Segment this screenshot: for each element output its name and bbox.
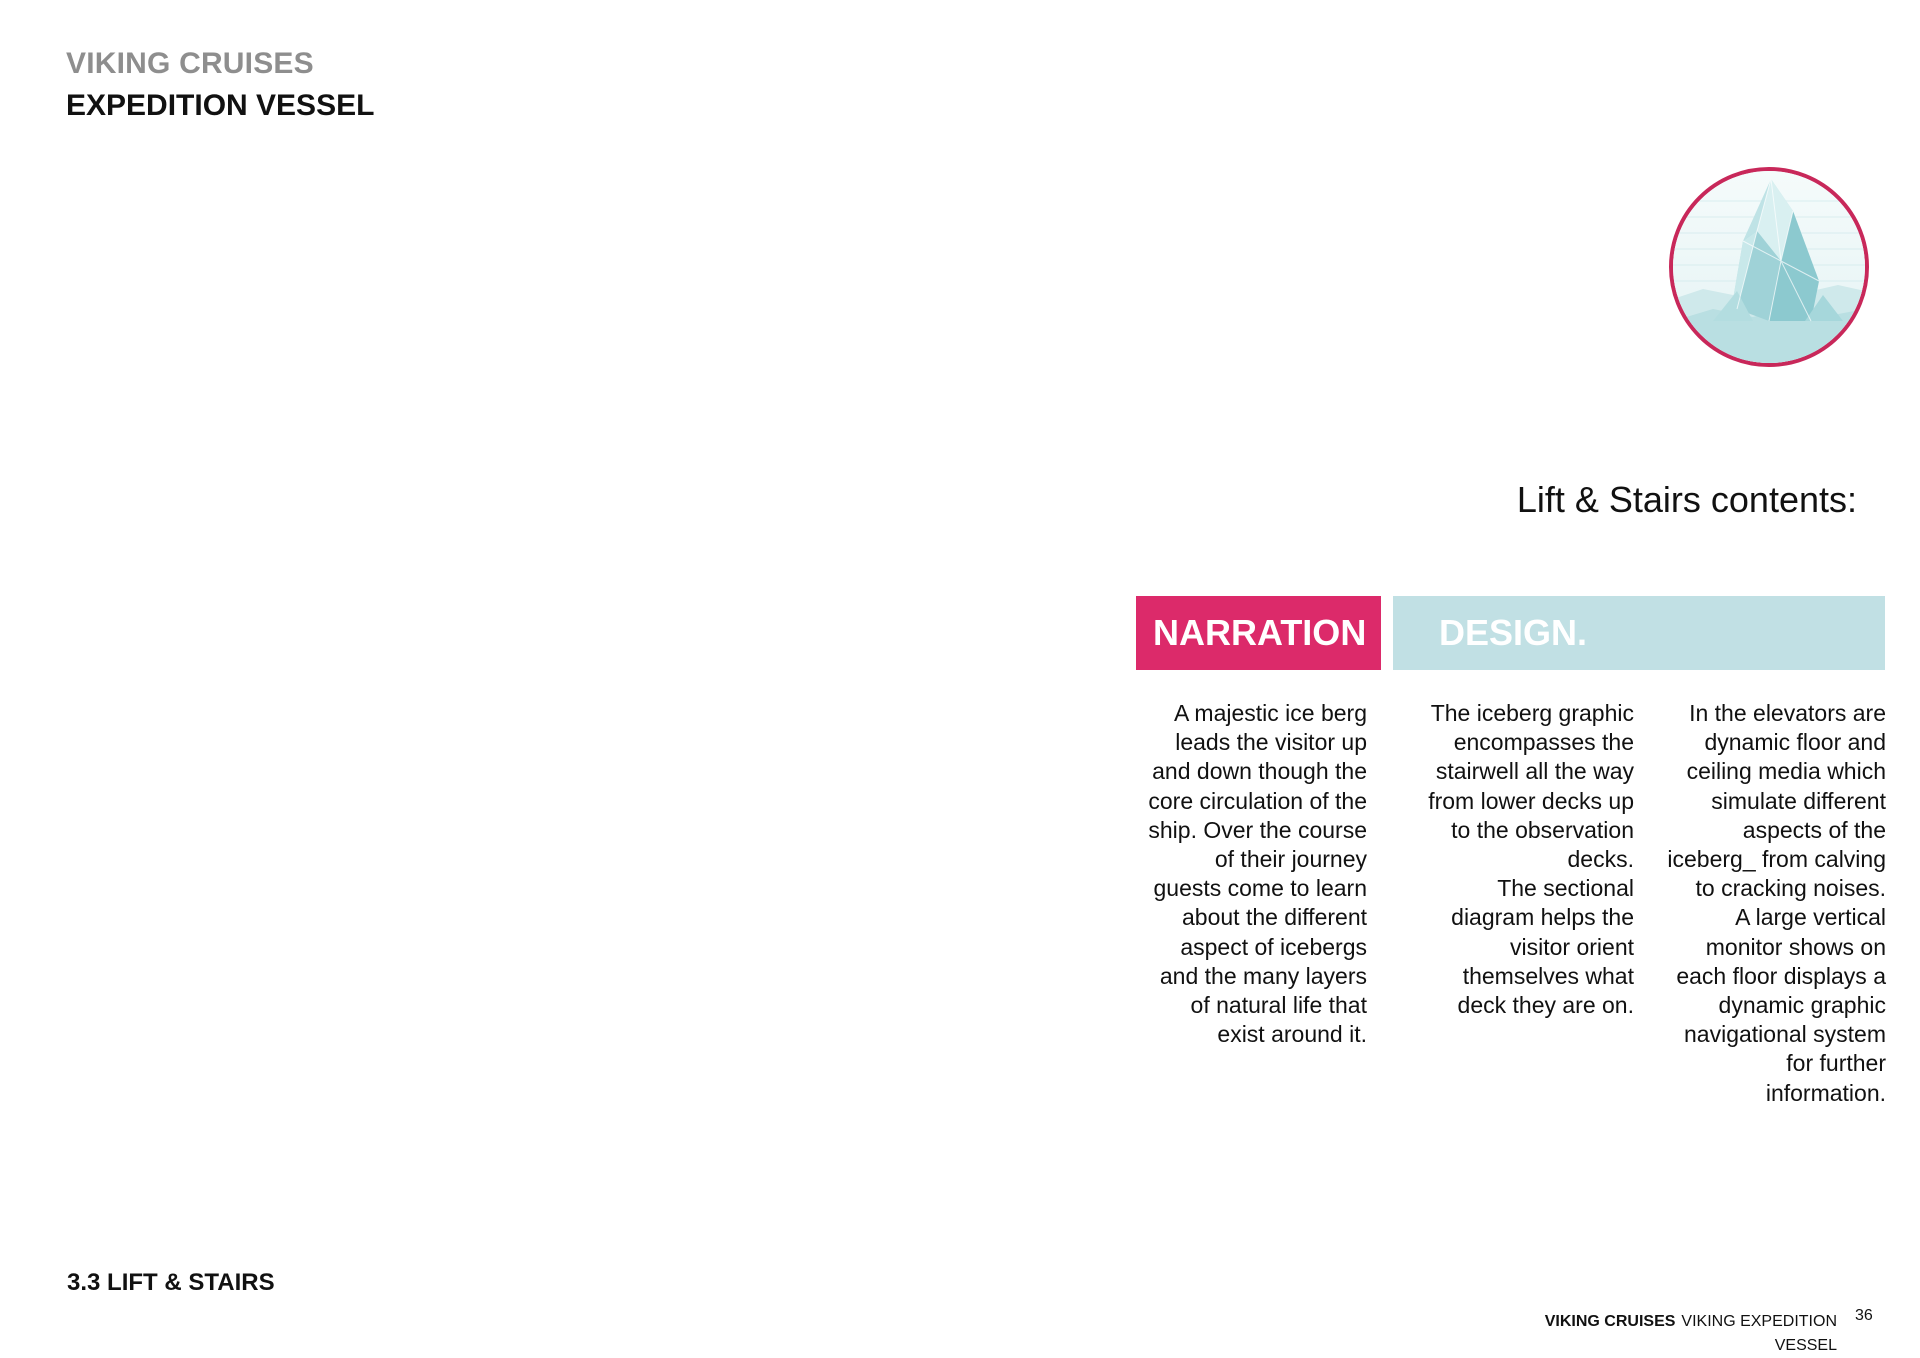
footer-title-line2: VESSEL xyxy=(1774,1337,1837,1354)
section-label: 3.3 LIFT & STAIRS xyxy=(67,1269,275,1296)
iceberg-icon xyxy=(1673,171,1865,363)
footer xyxy=(1500,1310,1837,1358)
narration-tab: NARRATION xyxy=(1136,596,1381,670)
brand-title: VIKING CRUISES xyxy=(66,47,314,80)
design-text-elevators: In the elevators are dynamic floor and ceiling media which simulate different aspects of the iceberg_ from calving to cracking noises. A large vertical monitor shows on each floor displays a dynamic graphic navigational system for further information. xyxy=(1667,700,1886,1106)
design-text-iceberg-graphic: The iceberg graphic encompasses the stairwell all the way from lower decks up to the observation decks. The sectional diagram helps the visitor orient themselves what deck they are on. xyxy=(1428,700,1634,1019)
design-tab: DESIGN. xyxy=(1393,596,1885,670)
page-number: 36 xyxy=(1855,1307,1873,1324)
footer-line-1 xyxy=(1500,1310,1837,1334)
iceberg-badge xyxy=(1669,167,1869,367)
contents-title: Lift & Stairs contents: xyxy=(1516,479,1857,520)
vessel-title: EXPEDITION VESSEL xyxy=(66,89,375,122)
footer-title-line1: VIKING EXPEDITION xyxy=(1681,1313,1837,1330)
narration-text: A majestic ice berg leads the visitor up and down though the core circulation of the ship. Over the course of their journey guests come to learn about the different aspect of icebergs and the many layers of natural life that exist around it. xyxy=(1148,700,1367,1048)
footer-brand: VIKING CRUISES xyxy=(1544,1313,1676,1330)
